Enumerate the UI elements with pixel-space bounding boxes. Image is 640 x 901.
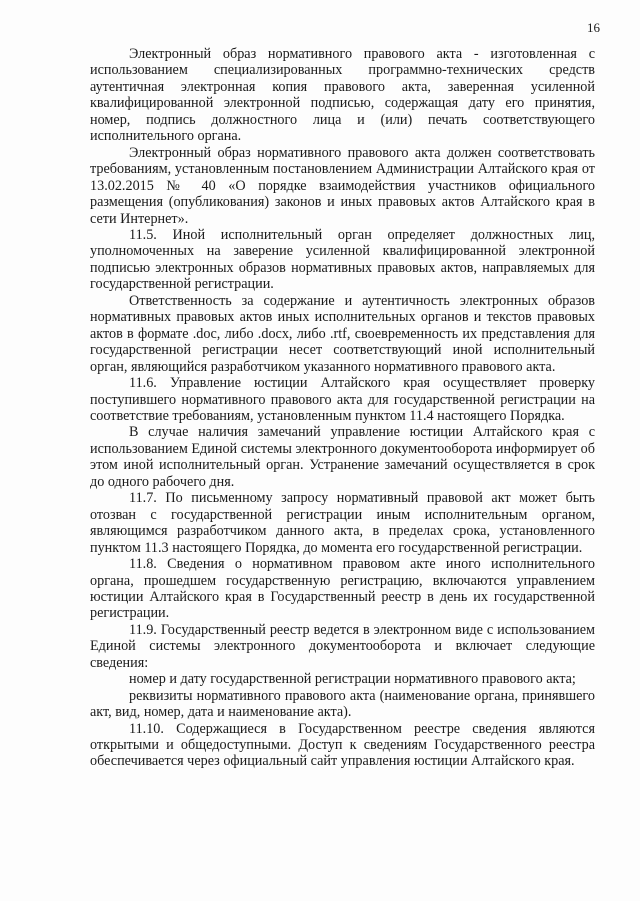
document-body [90, 46, 595, 770]
paragraph-11-8: 11.8. Сведения о нормативном правовом акте иного исполнительного органа, прошедшем государственную регистрацию, включаются управлением юстиции Алтайского края в Государственный реестр в день их государственной регистрации. [90, 556, 595, 622]
paragraph-registry-item-requisites: реквизиты нормативного правового акта (наименование органа, принявшего акт, вид, номер, дата и наименование акта). [90, 687, 595, 721]
paragraph-electronic-image-requirements: Электронный образ нормативного правового акта должен соответствовать требованиям, установленным постановлением Администрации Алтайского края от 13.02.2015 № 40 «О порядке взаимодействия участников официального размещения (опубликования) законов и иных правовых актов Алтайского края в сети Интернет». [90, 144, 595, 227]
paragraph-11-9: 11.9. Государственный реестр ведется в электронном виде с использованием Единой системы электронного документооборота и включает следующие сведения: [90, 621, 595, 671]
paragraph-remarks: В случае наличия замечаний управление юстиции Алтайского края с использованием Единой системы электронного документооборота информирует об этом иной исполнительный орган. Устранение замечаний осуществляется в срок до одного рабочего дня. [90, 424, 595, 490]
paragraph-11-5: 11.5. Иной исполнительный орган определяет должностных лиц, уполномоченных на заверение усиленной квалифицированной электронной подписью электронных образов нормативных правовых актов, направляемых для государственной регистрации. [90, 226, 595, 293]
paragraph-11-7: 11.7. По письменному запросу нормативный правовой акт может быть отозван с государственной регистрации иным исполнительным органом, являющимся разработчиком данного акта, в пределах срока, установленного пунктом 11.3 настоящего Порядка, до момента его государственной регистрации. [90, 490, 595, 556]
page-number: 16 [587, 20, 600, 35]
paragraph-responsibility: Ответственность за содержание и аутентичность электронных образов нормативных правовых актов иных исполнительных органов и текстов правовых актов в формате .doc, либо .docx, либо .rtf, своевременность их представления для государственной регистрации несет соответствующий иной исполнительный орган, являющийся разработчиком указанного нормативного правового акта. [90, 292, 595, 375]
paragraph-electronic-image-definition: Электронный образ нормативного правового акта - изготовленная с использованием специализированных программно-технических средств аутентичная электронная копия правового акта, заверенная усиленной квалифицированной электронной подписью, содержащая дату его принятия, номер, подпись должностного лица и (или) печать соответствующего исполнительного органа. [90, 46, 595, 145]
paragraph-registry-item-number-date: номер и дату государственной регистрации нормативного правового акта; [129, 671, 576, 688]
paragraph-11-10: 11.10. Содержащиеся в Государственном реестре сведения являются открытыми и общедоступными. Доступ к сведениям Государственного реестра обеспечивается через официальный сайт управления юстиции Алтайского края. [90, 720, 595, 770]
paragraph-11-6: 11.6. Управление юстиции Алтайского края осуществляет проверку поступившего нормативного правового акта для государственной регистрации на соответствие требованиям, установленным пунктом 11.4 настоящего Порядка. [90, 375, 595, 424]
